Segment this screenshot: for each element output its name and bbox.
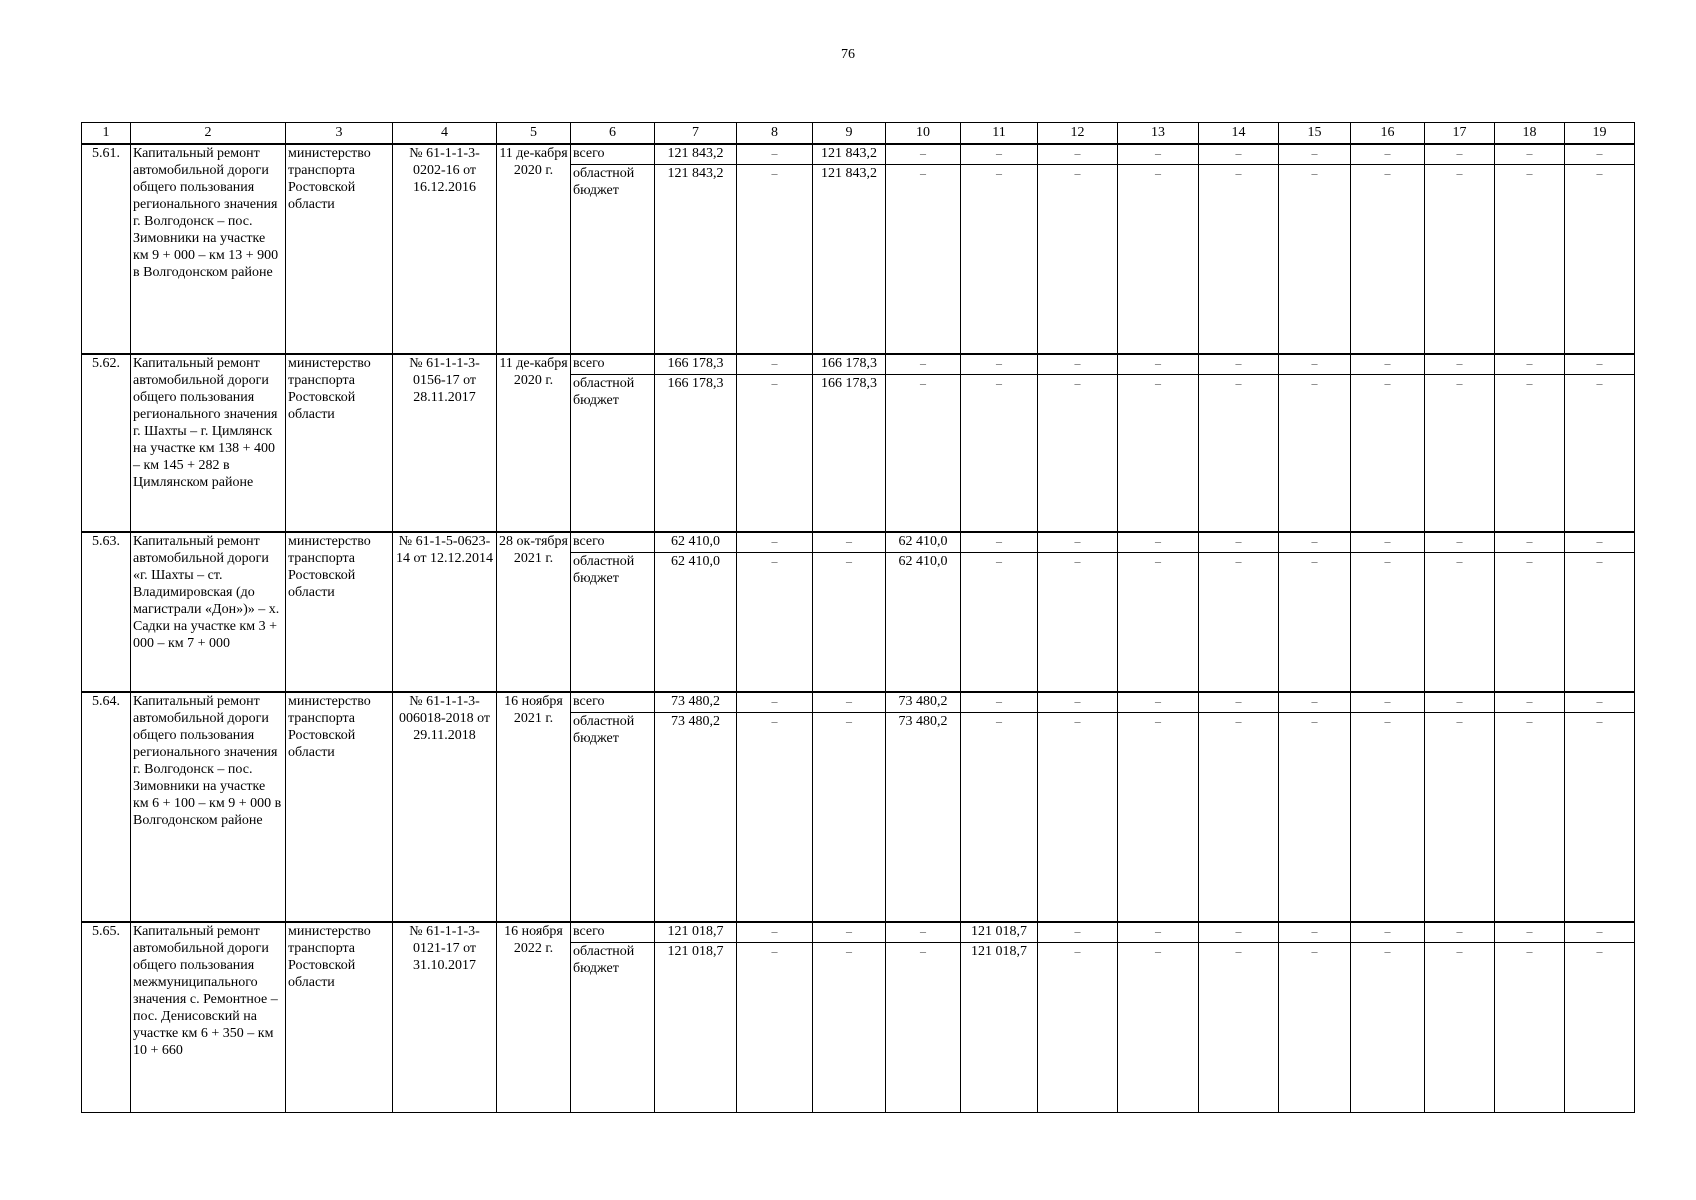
completion-date-cell: 11 де-кабря 2020 г. — [497, 354, 571, 532]
empty-value-cell: – — [737, 942, 813, 1112]
header-cell: 1 — [82, 123, 131, 145]
funding-source-cell: всего — [571, 922, 655, 942]
empty-value-cell: – — [886, 354, 961, 374]
table-row-total — [82, 144, 1635, 164]
amount-cell: 121 843,2 — [655, 164, 737, 354]
item-number-cell: 5.62. — [82, 354, 131, 532]
amount-cell: 73 480,2 — [886, 712, 961, 922]
empty-value-cell: – — [1565, 692, 1635, 712]
empty-value-cell: – — [1118, 374, 1199, 532]
header-cell: 19 — [1565, 123, 1635, 145]
empty-value-cell: – — [1565, 144, 1635, 164]
amount-cell: 62 410,0 — [886, 552, 961, 692]
empty-value-cell: – — [1495, 692, 1565, 712]
schedule-table — [81, 122, 1635, 1113]
empty-value-cell: – — [1118, 144, 1199, 164]
project-entry — [82, 354, 1635, 532]
empty-value-cell: – — [1038, 692, 1118, 712]
empty-value-cell: – — [1425, 374, 1495, 532]
empty-value-cell: – — [1038, 942, 1118, 1112]
empty-value-cell: – — [1199, 374, 1279, 532]
empty-value-cell: – — [813, 942, 886, 1112]
empty-value-cell: – — [1038, 374, 1118, 532]
empty-value-cell: – — [1279, 692, 1351, 712]
funding-source-cell: всего — [571, 144, 655, 164]
empty-value-cell: – — [1425, 532, 1495, 552]
empty-value-cell: – — [1425, 942, 1495, 1112]
empty-value-cell: – — [1038, 552, 1118, 692]
empty-value-cell: – — [1351, 144, 1425, 164]
completion-date-cell: 28 ок-тября 2021 г. — [497, 532, 571, 692]
empty-value-cell: – — [1118, 712, 1199, 922]
expertise-document-cell: № 61-1-1-3-0202-16 от 16.12.2016 — [393, 144, 497, 354]
funding-source-cell: областной бюджет — [571, 164, 655, 354]
header-cell: 10 — [886, 123, 961, 145]
project-entry — [82, 532, 1635, 692]
amount-cell: 121 018,7 — [961, 922, 1038, 942]
empty-value-cell: – — [1118, 552, 1199, 692]
expertise-document-cell: № 61-1-5-0623-14 от 12.12.2014 — [393, 532, 497, 692]
header-cell: 5 — [497, 123, 571, 145]
project-name-cell: Капитальный ремонт автомобильной дороги общего пользования межмуниципального значения с. Ремонтное – пос. Денисовский на участке км 6 + 350 – км 10 + 660 — [131, 922, 286, 1112]
empty-value-cell: – — [1118, 532, 1199, 552]
empty-value-cell: – — [886, 942, 961, 1112]
empty-value-cell: – — [1565, 712, 1635, 922]
funding-source-cell: областной бюджет — [571, 374, 655, 532]
empty-value-cell: – — [1495, 552, 1565, 692]
empty-value-cell: – — [1425, 552, 1495, 692]
empty-value-cell: – — [1038, 144, 1118, 164]
empty-value-cell: – — [813, 712, 886, 922]
amount-cell: 62 410,0 — [655, 552, 737, 692]
empty-value-cell: – — [1425, 354, 1495, 374]
empty-value-cell: – — [1118, 942, 1199, 1112]
table-row-total — [82, 692, 1635, 712]
header-cell: 6 — [571, 123, 655, 145]
empty-value-cell: – — [1279, 712, 1351, 922]
amount-cell: 166 178,3 — [813, 354, 886, 374]
funding-source-cell: областной бюджет — [571, 712, 655, 922]
amount-cell: 166 178,3 — [813, 374, 886, 532]
expertise-document-cell: № 61-1-1-3-0121-17 от 31.10.2017 — [393, 922, 497, 1112]
amount-cell: 121 018,7 — [655, 942, 737, 1112]
empty-value-cell: – — [961, 354, 1038, 374]
empty-value-cell: – — [1565, 532, 1635, 552]
project-name-cell: Капитальный ремонт автомобильной дороги общего пользования регионального значения г. Волгодонск – пос. Зимовники на участке км 6 + 100 – км 9 + 000 в Волгодонском районе — [131, 692, 286, 922]
empty-value-cell: – — [886, 164, 961, 354]
empty-value-cell: – — [1199, 354, 1279, 374]
empty-value-cell: – — [1038, 712, 1118, 922]
empty-value-cell: – — [1425, 712, 1495, 922]
empty-value-cell: – — [1425, 164, 1495, 354]
empty-value-cell: – — [886, 144, 961, 164]
empty-value-cell: – — [1118, 692, 1199, 712]
funding-source-cell: областной бюджет — [571, 942, 655, 1112]
empty-value-cell: – — [961, 532, 1038, 552]
empty-value-cell: – — [1495, 942, 1565, 1112]
funding-source-cell: всего — [571, 532, 655, 552]
empty-value-cell: – — [1199, 532, 1279, 552]
customer-cell: министерство транспорта Ростовской области — [286, 922, 393, 1112]
funding-source-cell: областной бюджет — [571, 552, 655, 692]
empty-value-cell: – — [1495, 164, 1565, 354]
empty-value-cell: – — [1351, 692, 1425, 712]
empty-value-cell: – — [1495, 354, 1565, 374]
empty-value-cell: – — [1495, 922, 1565, 942]
amount-cell: 121 843,2 — [813, 144, 886, 164]
empty-value-cell: – — [1118, 922, 1199, 942]
header-cell: 17 — [1425, 123, 1495, 145]
empty-value-cell: – — [737, 164, 813, 354]
header-cell: 4 — [393, 123, 497, 145]
project-name-cell: Капитальный ремонт автомобильной дороги общего пользования регионального значения г. Волгодонск – пос. Зимовники на участке км 9 + 000 – км 13 + 900 в Волгодонском районе — [131, 144, 286, 354]
empty-value-cell: – — [1565, 374, 1635, 532]
empty-value-cell: – — [737, 532, 813, 552]
empty-value-cell: – — [1495, 712, 1565, 922]
empty-value-cell: – — [1565, 164, 1635, 354]
amount-cell: 121 843,2 — [813, 164, 886, 354]
empty-value-cell: – — [737, 374, 813, 532]
empty-value-cell: – — [813, 552, 886, 692]
empty-value-cell: – — [886, 374, 961, 532]
empty-value-cell: – — [961, 144, 1038, 164]
empty-value-cell: – — [1565, 552, 1635, 692]
empty-value-cell: – — [737, 692, 813, 712]
empty-value-cell: – — [1565, 922, 1635, 942]
empty-value-cell: – — [1279, 552, 1351, 692]
header-cell: 2 — [131, 123, 286, 145]
funding-source-cell: всего — [571, 354, 655, 374]
empty-value-cell: – — [961, 692, 1038, 712]
empty-value-cell: – — [737, 552, 813, 692]
empty-value-cell: – — [1199, 552, 1279, 692]
header-cell: 14 — [1199, 123, 1279, 145]
empty-value-cell: – — [737, 354, 813, 374]
project-name-cell: Капитальный ремонт автомобильной дороги «г. Шахты – ст. Владимировская (до магистрали «Дон»)» – х. Садки на участке км 3 + 000 – км 7 + 000 — [131, 532, 286, 692]
empty-value-cell: – — [1425, 144, 1495, 164]
header-cell: 13 — [1118, 123, 1199, 145]
header-cell: 18 — [1495, 123, 1565, 145]
item-number-cell: 5.64. — [82, 692, 131, 922]
empty-value-cell: – — [1199, 942, 1279, 1112]
customer-cell: министерство транспорта Ростовской области — [286, 532, 393, 692]
empty-value-cell: – — [1495, 374, 1565, 532]
expertise-document-cell: № 61-1-1-3-0156-17 от 28.11.2017 — [393, 354, 497, 532]
amount-cell: 121 018,7 — [961, 942, 1038, 1112]
empty-value-cell: – — [1351, 922, 1425, 942]
page-number: 76 — [841, 47, 855, 62]
empty-value-cell: – — [1351, 552, 1425, 692]
empty-value-cell: – — [1279, 144, 1351, 164]
completion-date-cell: 16 ноября 2022 г. — [497, 922, 571, 1112]
item-number-cell: 5.61. — [82, 144, 131, 354]
empty-value-cell: – — [1351, 532, 1425, 552]
empty-value-cell: – — [737, 712, 813, 922]
empty-value-cell: – — [813, 532, 886, 552]
project-entry — [82, 144, 1635, 354]
funding-source-cell: всего — [571, 692, 655, 712]
empty-value-cell: – — [1199, 144, 1279, 164]
amount-cell: 73 480,2 — [655, 692, 737, 712]
empty-value-cell: – — [1279, 942, 1351, 1112]
empty-value-cell: – — [1351, 712, 1425, 922]
empty-value-cell: – — [1351, 374, 1425, 532]
table-row-total — [82, 532, 1635, 552]
empty-value-cell: – — [813, 692, 886, 712]
empty-value-cell: – — [1495, 144, 1565, 164]
project-name-cell: Капитальный ремонт автомобильной дороги общего пользования регионального значения г. Шахты – г. Цимлянск на участке км 138 + 400 – км 145 + 282 в Цимлянском районе — [131, 354, 286, 532]
project-entry — [82, 692, 1635, 922]
item-number-cell: 5.65. — [82, 922, 131, 1112]
empty-value-cell: – — [1351, 354, 1425, 374]
empty-value-cell: – — [1118, 164, 1199, 354]
empty-value-cell: – — [1199, 164, 1279, 354]
empty-value-cell: – — [1351, 164, 1425, 354]
empty-value-cell: – — [1199, 692, 1279, 712]
header-cell: 12 — [1038, 123, 1118, 145]
header-cell: 7 — [655, 123, 737, 145]
empty-value-cell: – — [886, 922, 961, 942]
empty-value-cell: – — [1199, 712, 1279, 922]
item-number-cell: 5.63. — [82, 532, 131, 692]
empty-value-cell: – — [737, 922, 813, 942]
header-cell: 16 — [1351, 123, 1425, 145]
empty-value-cell: – — [1279, 532, 1351, 552]
empty-value-cell: – — [1351, 942, 1425, 1112]
empty-value-cell: – — [1279, 354, 1351, 374]
expertise-document-cell: № 61-1-1-3-006018-2018 от 29.11.2018 — [393, 692, 497, 922]
amount-cell: 121 018,7 — [655, 922, 737, 942]
table-row-total — [82, 922, 1635, 942]
column-number-header — [82, 123, 1635, 145]
empty-value-cell: – — [1038, 922, 1118, 942]
amount-cell: 62 410,0 — [886, 532, 961, 552]
customer-cell: министерство транспорта Ростовской области — [286, 692, 393, 922]
amount-cell: 73 480,2 — [886, 692, 961, 712]
empty-value-cell: – — [1565, 354, 1635, 374]
empty-value-cell: – — [1495, 532, 1565, 552]
header-cell: 15 — [1279, 123, 1351, 145]
header-cell: 3 — [286, 123, 393, 145]
empty-value-cell: – — [1565, 942, 1635, 1112]
completion-date-cell: 11 де-кабря 2020 г. — [497, 144, 571, 354]
completion-date-cell: 16 ноября 2021 г. — [497, 692, 571, 922]
empty-value-cell: – — [737, 144, 813, 164]
empty-value-cell: – — [1279, 922, 1351, 942]
empty-value-cell: – — [961, 164, 1038, 354]
empty-value-cell: – — [961, 374, 1038, 532]
header-cell: 11 — [961, 123, 1038, 145]
empty-value-cell: – — [1425, 922, 1495, 942]
empty-value-cell: – — [1279, 374, 1351, 532]
empty-value-cell: – — [1425, 692, 1495, 712]
empty-value-cell: – — [961, 712, 1038, 922]
customer-cell: министерство транспорта Ростовской области — [286, 144, 393, 354]
empty-value-cell: – — [1118, 354, 1199, 374]
header-cell: 9 — [813, 123, 886, 145]
amount-cell: 166 178,3 — [655, 354, 737, 374]
amount-cell: 73 480,2 — [655, 712, 737, 922]
empty-value-cell: – — [961, 552, 1038, 692]
empty-value-cell: – — [1199, 922, 1279, 942]
header-cell: 8 — [737, 123, 813, 145]
empty-value-cell: – — [1038, 354, 1118, 374]
empty-value-cell: – — [1038, 532, 1118, 552]
amount-cell: 166 178,3 — [655, 374, 737, 532]
table-row-total — [82, 354, 1635, 374]
amount-cell: 62 410,0 — [655, 532, 737, 552]
customer-cell: министерство транспорта Ростовской области — [286, 354, 393, 532]
empty-value-cell: – — [813, 922, 886, 942]
empty-value-cell: – — [1279, 164, 1351, 354]
empty-value-cell: – — [1038, 164, 1118, 354]
amount-cell: 121 843,2 — [655, 144, 737, 164]
project-entry — [82, 922, 1635, 1112]
